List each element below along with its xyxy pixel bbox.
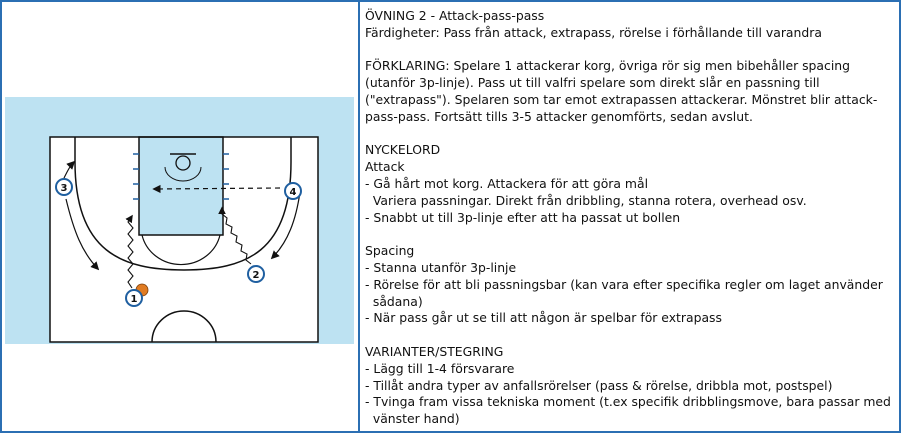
explanation-line: FÖRKLARING: Spelare 1 attackerar korg, övriga rör sig men bibehåller spacing xyxy=(365,58,850,74)
explanation-line: pass-pass. Fortsätt tills 3-5 attacker genomförts, sedan avslut. xyxy=(365,108,753,124)
court-diagram xyxy=(2,2,358,431)
player-4-marker xyxy=(285,183,301,199)
player-3-marker xyxy=(56,179,72,195)
court-diagram-panel xyxy=(2,2,358,431)
player-1-label: 1 xyxy=(130,294,138,305)
player-3-label: 3 xyxy=(60,183,68,194)
attack-heading: Attack xyxy=(365,159,405,175)
spacing-heading: Spacing xyxy=(365,243,415,259)
spacing-line: - Stanna utanför 3p-linje xyxy=(365,259,517,275)
player-2-marker xyxy=(248,266,264,282)
drill-description xyxy=(365,8,895,428)
attack-line: Variera passningar. Direkt från dribbling, stanna rotera, overhead osv. xyxy=(365,192,807,208)
player-2-label: 2 xyxy=(252,270,260,281)
player-1-marker xyxy=(126,290,142,306)
keywords-heading: NYCKELORD xyxy=(365,142,441,158)
variants-line: vänster hand) xyxy=(365,411,460,427)
drill-skills: Färdigheter: Pass från attack, extrapass, rörelse i förhållande till varandra xyxy=(365,24,822,40)
explanation-line: (utanför 3p-linje). Pass ut till valfri spelare som direkt slår en passning till xyxy=(365,75,820,91)
variants-line: - Lägg till 1-4 försvarare xyxy=(365,360,515,376)
paint-area xyxy=(139,137,223,235)
player-4-label: 4 xyxy=(289,187,297,198)
spacing-line: - Rörelse för att bli passningsbar (kan vara efter specifika regler om laget använder xyxy=(365,276,883,292)
attack-line: - Snabbt ut till 3p-linje efter att ha passat ut bollen xyxy=(365,209,681,225)
spacing-line: - När pass går ut se till att någon är spelbar för extrapass xyxy=(365,310,722,326)
attack-line: - Gå hårt mot korg. Attackera för att göra mål xyxy=(365,175,649,191)
drill-title: ÖVNING 2 - Attack-pass-pass xyxy=(365,8,545,23)
explanation-line: ("extrapass"). Spelaren som tar emot extrapassen attackerar. Mönstret blir attack- xyxy=(365,91,878,107)
spacing-line: sådana) xyxy=(365,293,423,309)
variants-heading: VARIANTER/STEGRING xyxy=(365,343,504,359)
column-divider xyxy=(358,2,360,431)
variants-line: - Tillåt andra typer av anfallsrörelser (pass & rörelse, dribbla mot, postspel) xyxy=(365,377,833,393)
variants-line: - Tvinga fram vissa tekniska moment (t.ex specifik dribblingsmove, bara passar med xyxy=(365,394,891,410)
